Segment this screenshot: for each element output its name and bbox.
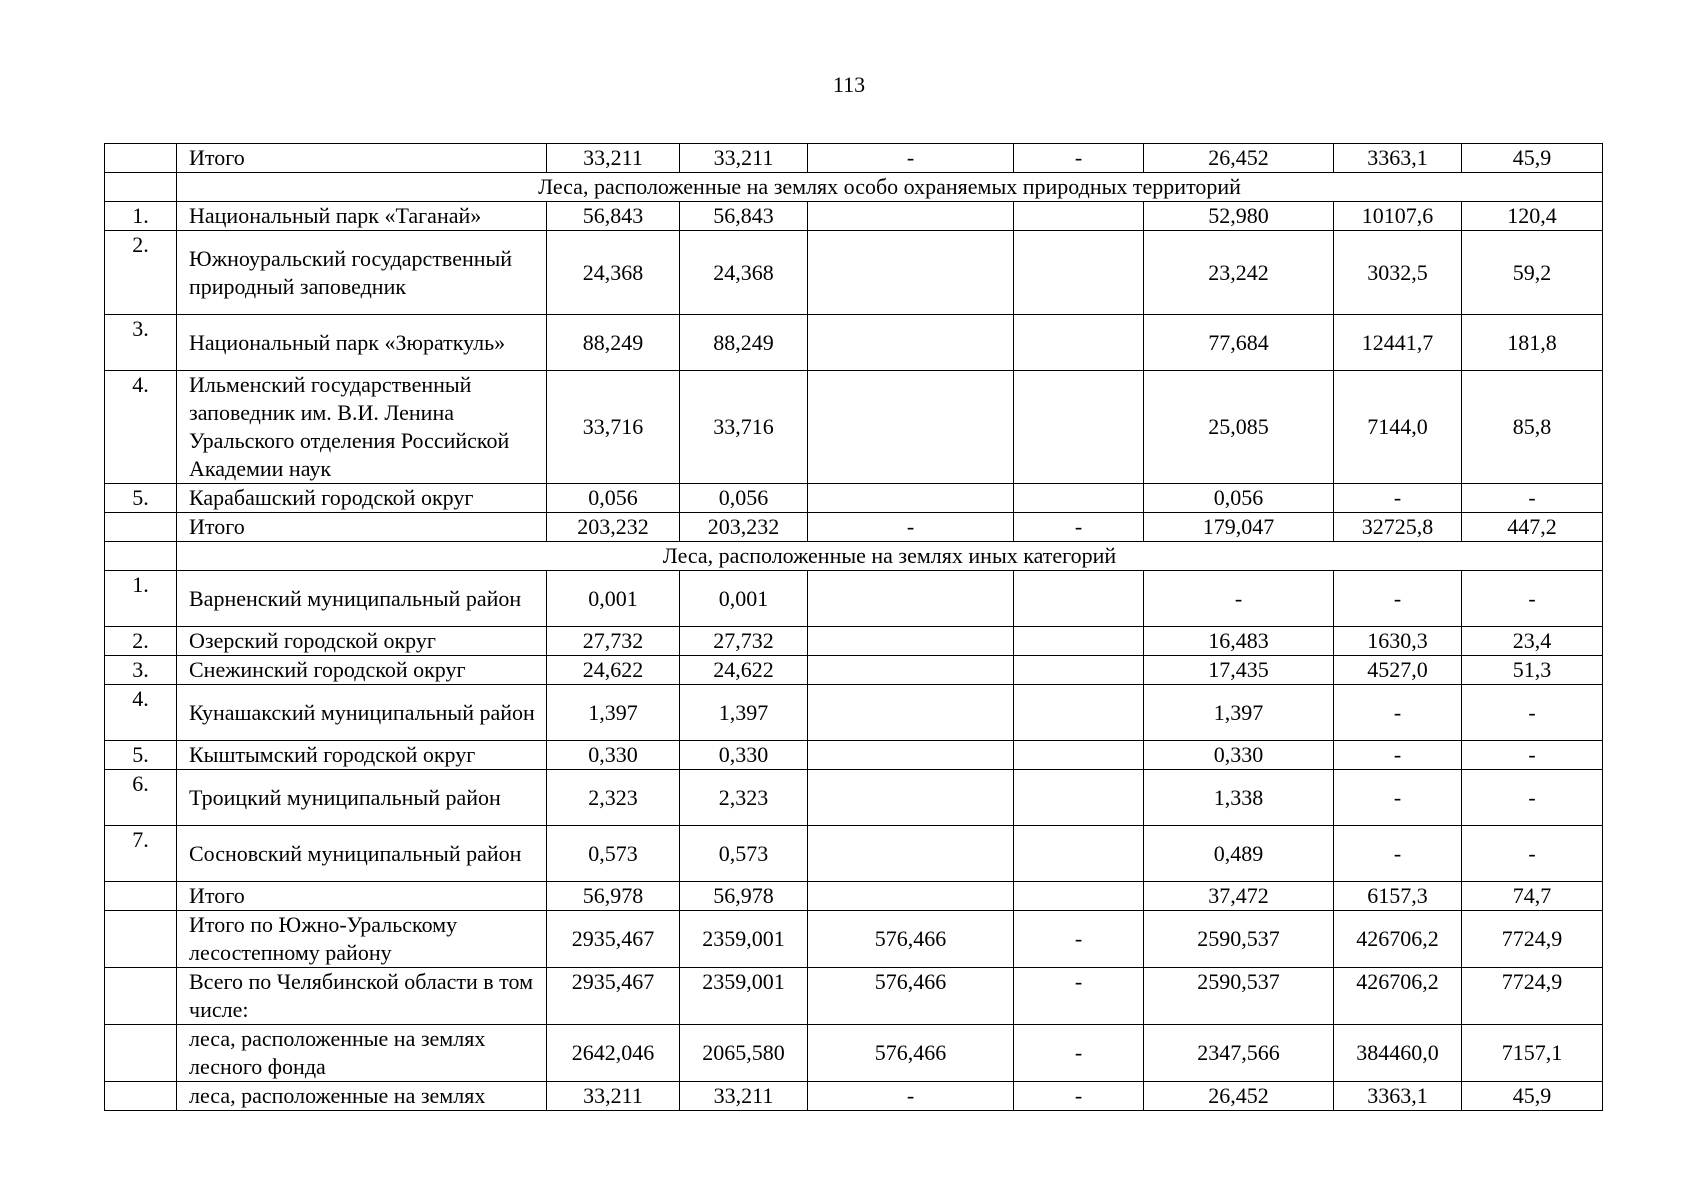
value-cell-col6: 10107,6 — [1334, 202, 1462, 231]
table-row — [105, 231, 1603, 315]
value-cell-col7: 7724,9 — [1462, 911, 1603, 968]
value-cell-col6: - — [1334, 770, 1462, 826]
value-cell-col3 — [808, 882, 1014, 911]
row-number-cell — [105, 144, 177, 173]
value-cell-col5: 52,980 — [1144, 202, 1334, 231]
table-row — [105, 770, 1603, 826]
row-number-cell — [105, 1025, 177, 1082]
value-cell-col6: 4527,0 — [1334, 656, 1462, 685]
table-row — [105, 484, 1603, 513]
territory-name-cell: Всего по Челябинской области в том числе: — [177, 968, 547, 1025]
value-cell-col1: 88,249 — [547, 315, 680, 371]
value-cell-col1: 33,211 — [547, 1082, 680, 1111]
row-number-cell: 5. — [105, 741, 177, 770]
value-cell-col6: - — [1334, 484, 1462, 513]
value-cell-col3: - — [808, 513, 1014, 542]
value-cell-col5: 17,435 — [1144, 656, 1334, 685]
value-cell-col1: 0,056 — [547, 484, 680, 513]
value-cell-col7: - — [1462, 685, 1603, 741]
value-cell-col7: - — [1462, 826, 1603, 882]
value-cell-col4 — [1014, 741, 1144, 770]
row-number-cell: 6. — [105, 770, 177, 826]
value-cell-col2: 33,716 — [680, 371, 808, 484]
value-cell-col3 — [808, 315, 1014, 371]
value-cell-col4 — [1014, 826, 1144, 882]
row-number-cell: 2. — [105, 627, 177, 656]
value-cell-col1: 27,732 — [547, 627, 680, 656]
value-cell-col3 — [808, 770, 1014, 826]
value-cell-col4 — [1014, 231, 1144, 315]
row-number-cell — [105, 882, 177, 911]
value-cell-col4: - — [1014, 1082, 1144, 1111]
value-cell-col6: 6157,3 — [1334, 882, 1462, 911]
value-cell-col7: - — [1462, 571, 1603, 627]
value-cell-col2: 56,978 — [680, 882, 808, 911]
value-cell-col5: 0,489 — [1144, 826, 1334, 882]
territory-name-cell: Кунашакский муниципальный район — [177, 685, 547, 741]
value-cell-col1: 0,001 — [547, 571, 680, 627]
value-cell-col6: 7144,0 — [1334, 371, 1462, 484]
value-cell-col3 — [808, 741, 1014, 770]
row-number-cell — [105, 968, 177, 1025]
value-cell-col5: 1,397 — [1144, 685, 1334, 741]
value-cell-col5: 23,242 — [1144, 231, 1334, 315]
value-cell-col4: - — [1014, 911, 1144, 968]
value-cell-col1: 56,978 — [547, 882, 680, 911]
value-cell-col7: 74,7 — [1462, 882, 1603, 911]
value-cell-col7: 447,2 — [1462, 513, 1603, 542]
value-cell-col2: 2359,001 — [680, 911, 808, 968]
value-cell-col6: 32725,8 — [1334, 513, 1462, 542]
value-cell-col2: 24,368 — [680, 231, 808, 315]
value-cell-col6: 12441,7 — [1334, 315, 1462, 371]
table-row — [105, 911, 1603, 968]
row-number-cell — [105, 173, 177, 202]
table-row — [105, 1082, 1603, 1111]
value-cell-col1: 1,397 — [547, 685, 680, 741]
territory-name-cell: Кыштымский городской округ — [177, 741, 547, 770]
value-cell-col4 — [1014, 571, 1144, 627]
value-cell-col2: 2,323 — [680, 770, 808, 826]
value-cell-col3 — [808, 484, 1014, 513]
value-cell-col7: 59,2 — [1462, 231, 1603, 315]
value-cell-col4: - — [1014, 1025, 1144, 1082]
value-cell-col3 — [808, 685, 1014, 741]
value-cell-col6: 426706,2 — [1334, 968, 1462, 1025]
territory-name-cell: Итого по Южно-Уральскому лесостепному району — [177, 911, 547, 968]
value-cell-col7: - — [1462, 770, 1603, 826]
value-cell-col4 — [1014, 656, 1144, 685]
value-cell-col7: 85,8 — [1462, 371, 1603, 484]
value-cell-col2: 0,330 — [680, 741, 808, 770]
value-cell-col4: - — [1014, 968, 1144, 1025]
table-row — [105, 371, 1603, 484]
value-cell-col7: 7724,9 — [1462, 968, 1603, 1025]
row-number-cell: 3. — [105, 315, 177, 371]
value-cell-col1: 24,368 — [547, 231, 680, 315]
value-cell-col2: 56,843 — [680, 202, 808, 231]
table-row — [105, 741, 1603, 770]
value-cell-col3 — [808, 371, 1014, 484]
value-cell-col6: - — [1334, 741, 1462, 770]
value-cell-col1: 33,716 — [547, 371, 680, 484]
value-cell-col3 — [808, 202, 1014, 231]
value-cell-col7: 181,8 — [1462, 315, 1603, 371]
value-cell-col1: 2642,046 — [547, 1025, 680, 1082]
row-number-cell: 2. — [105, 231, 177, 315]
value-cell-col2: 0,573 — [680, 826, 808, 882]
value-cell-col5: 0,056 — [1144, 484, 1334, 513]
value-cell-col4 — [1014, 770, 1144, 826]
row-number-cell: 1. — [105, 571, 177, 627]
value-cell-col5: 37,472 — [1144, 882, 1334, 911]
territory-name-cell: Итого — [177, 144, 547, 173]
value-cell-col3 — [808, 656, 1014, 685]
value-cell-col4 — [1014, 202, 1144, 231]
table-row — [105, 513, 1603, 542]
table-row — [105, 1025, 1603, 1082]
value-cell-col2: 24,622 — [680, 656, 808, 685]
table-row — [105, 315, 1603, 371]
value-cell-col7: 45,9 — [1462, 1082, 1603, 1111]
value-cell-col4 — [1014, 685, 1144, 741]
value-cell-col5: 2347,566 — [1144, 1025, 1334, 1082]
value-cell-col2: 33,211 — [680, 144, 808, 173]
territory-name-cell: Южноуральский государственный природный заповедник — [177, 231, 547, 315]
table-body — [105, 144, 1603, 1111]
value-cell-col1: 56,843 — [547, 202, 680, 231]
row-number-cell — [105, 1082, 177, 1111]
value-cell-col1: 0,330 — [547, 741, 680, 770]
page-number: 113 — [832, 72, 866, 97]
row-number-cell: 1. — [105, 202, 177, 231]
value-cell-col6: 426706,2 — [1334, 911, 1462, 968]
section-title: Леса, расположенные на землях иных категорий — [177, 542, 1603, 571]
value-cell-col5: 25,085 — [1144, 371, 1334, 484]
value-cell-col5: 1,338 — [1144, 770, 1334, 826]
table-row — [105, 571, 1603, 627]
table-row — [105, 627, 1603, 656]
territory-name-cell: Ильменский государственный заповедник им. В.И. Ленина Уральского отделения Российской Академии наук — [177, 371, 547, 484]
row-number-cell — [105, 911, 177, 968]
territory-name-cell: леса, расположенные на землях лесного фонда — [177, 1025, 547, 1082]
value-cell-col7: 120,4 — [1462, 202, 1603, 231]
section-header-row — [105, 173, 1603, 202]
table-row — [105, 144, 1603, 173]
value-cell-col2: 1,397 — [680, 685, 808, 741]
territory-name-cell: Снежинский городской округ — [177, 656, 547, 685]
value-cell-col1: 2935,467 — [547, 911, 680, 968]
value-cell-col6: 3363,1 — [1334, 1082, 1462, 1111]
territory-name-cell: Карабашский городской округ — [177, 484, 547, 513]
table-row — [105, 685, 1603, 741]
value-cell-col6: 1630,3 — [1334, 627, 1462, 656]
value-cell-col4: - — [1014, 513, 1144, 542]
value-cell-col2: 88,249 — [680, 315, 808, 371]
forest-area-table — [104, 143, 1603, 1111]
value-cell-col7: - — [1462, 741, 1603, 770]
value-cell-col5: 0,330 — [1144, 741, 1334, 770]
territory-name-cell: Варненский муниципальный район — [177, 571, 547, 627]
value-cell-col3: - — [808, 1082, 1014, 1111]
row-number-cell: 5. — [105, 484, 177, 513]
row-number-cell — [105, 542, 177, 571]
territory-name-cell: Итого — [177, 513, 547, 542]
value-cell-col1: 0,573 — [547, 826, 680, 882]
value-cell-col3: 576,466 — [808, 968, 1014, 1025]
territory-name-cell: Озерский городской округ — [177, 627, 547, 656]
value-cell-col5: 26,452 — [1144, 1082, 1334, 1111]
value-cell-col7: 23,4 — [1462, 627, 1603, 656]
value-cell-col6: - — [1334, 826, 1462, 882]
territory-name-cell: Сосновский муниципальный район — [177, 826, 547, 882]
row-number-cell: 3. — [105, 656, 177, 685]
section-header-row — [105, 542, 1603, 571]
value-cell-col7: 51,3 — [1462, 656, 1603, 685]
territory-name-cell: Национальный парк «Таганай» — [177, 202, 547, 231]
value-cell-col7: - — [1462, 484, 1603, 513]
value-cell-col1: 2,323 — [547, 770, 680, 826]
value-cell-col2: 27,732 — [680, 627, 808, 656]
value-cell-col1: 33,211 — [547, 144, 680, 173]
value-cell-col4 — [1014, 371, 1144, 484]
value-cell-col1: 24,622 — [547, 656, 680, 685]
value-cell-col2: 0,056 — [680, 484, 808, 513]
value-cell-col5: 77,684 — [1144, 315, 1334, 371]
territory-name-cell: леса, расположенные на землях — [177, 1082, 547, 1111]
value-cell-col6: 3363,1 — [1334, 144, 1462, 173]
value-cell-col3 — [808, 571, 1014, 627]
table-row — [105, 826, 1603, 882]
value-cell-col5: 16,483 — [1144, 627, 1334, 656]
value-cell-col4: - — [1014, 144, 1144, 173]
value-cell-col2: 203,232 — [680, 513, 808, 542]
value-cell-col6: - — [1334, 571, 1462, 627]
value-cell-col4 — [1014, 484, 1144, 513]
value-cell-col5: - — [1144, 571, 1334, 627]
value-cell-col7: 45,9 — [1462, 144, 1603, 173]
value-cell-col2: 2359,001 — [680, 968, 808, 1025]
row-number-cell — [105, 513, 177, 542]
value-cell-col4 — [1014, 882, 1144, 911]
row-number-cell: 4. — [105, 685, 177, 741]
value-cell-col2: 0,001 — [680, 571, 808, 627]
value-cell-col5: 179,047 — [1144, 513, 1334, 542]
value-cell-col1: 203,232 — [547, 513, 680, 542]
value-cell-col7: 7157,1 — [1462, 1025, 1603, 1082]
table-row — [105, 202, 1603, 231]
table-row — [105, 882, 1603, 911]
value-cell-col5: 2590,537 — [1144, 968, 1334, 1025]
value-cell-col4 — [1014, 627, 1144, 656]
value-cell-col6: 3032,5 — [1334, 231, 1462, 315]
row-number-cell: 4. — [105, 371, 177, 484]
territory-name-cell: Итого — [177, 882, 547, 911]
value-cell-col3: 576,466 — [808, 911, 1014, 968]
value-cell-col6: 384460,0 — [1334, 1025, 1462, 1082]
value-cell-col2: 2065,580 — [680, 1025, 808, 1082]
row-number-cell: 7. — [105, 826, 177, 882]
section-title: Леса, расположенные на землях особо охраняемых природных территорий — [177, 173, 1603, 202]
territory-name-cell: Троицкий муниципальный район — [177, 770, 547, 826]
value-cell-col5: 2590,537 — [1144, 911, 1334, 968]
value-cell-col6: - — [1334, 685, 1462, 741]
value-cell-col3 — [808, 826, 1014, 882]
value-cell-col1: 2935,467 — [547, 968, 680, 1025]
value-cell-col3: 576,466 — [808, 1025, 1014, 1082]
value-cell-col3 — [808, 627, 1014, 656]
value-cell-col2: 33,211 — [680, 1082, 808, 1111]
value-cell-col5: 26,452 — [1144, 144, 1334, 173]
value-cell-col3: - — [808, 144, 1014, 173]
territory-name-cell: Национальный парк «Зюраткуль» — [177, 315, 547, 371]
table-row — [105, 656, 1603, 685]
value-cell-col4 — [1014, 315, 1144, 371]
value-cell-col3 — [808, 231, 1014, 315]
table-row — [105, 968, 1603, 1025]
